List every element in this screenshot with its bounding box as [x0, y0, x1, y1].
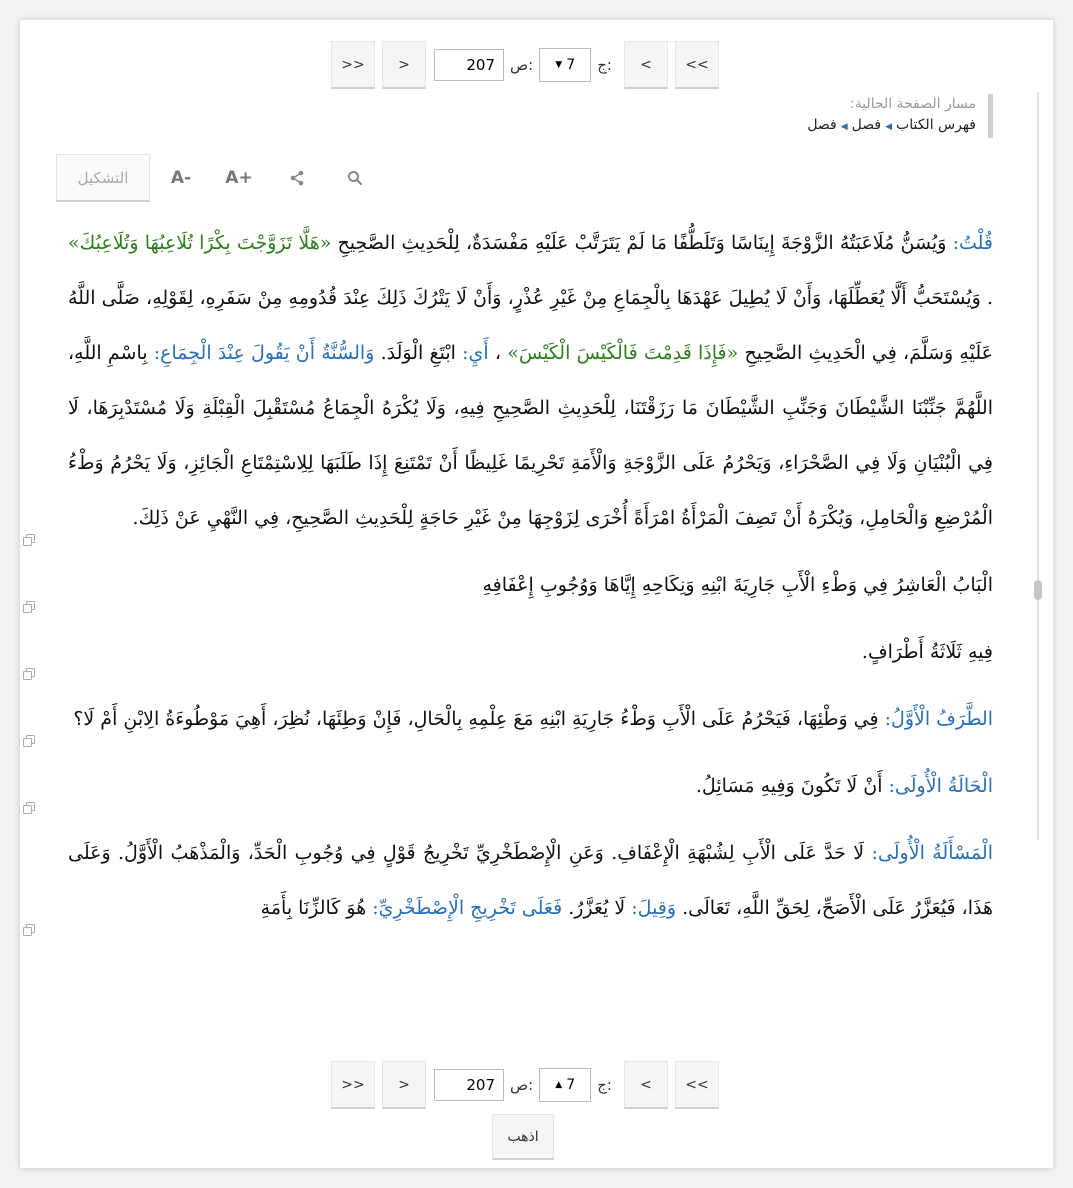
- breadcrumb-item[interactable]: فصل: [851, 117, 882, 133]
- next-page-button[interactable]: >: [382, 41, 426, 89]
- copy-paragraph-button[interactable]: [22, 904, 36, 918]
- last-page-button[interactable]: >>: [331, 41, 375, 89]
- volume-select[interactable]: [539, 48, 591, 82]
- text-span: لَا حَدَّ عَلَى الْأَبِ لِشُبْهَةِ الْإِعْفَافِ. وَعَنِ الْإِصْطَخْرِيِّ تَخْرِيجُ قَوْلٍ فِي وُجُوبِ الْحَدِّ، وَالْمَذْهَبُ الْأَوَّلُ. وَعَلَى هَذَا، فَيُعَزَّرُ عَلَى الْأَصَحِّ، لِحَقِّ اللَّهِ، تَعَالَى.: [68, 842, 993, 919]
- breadcrumb-item[interactable]: فصل: [807, 117, 837, 133]
- first-page-button[interactable]: <<: [675, 41, 719, 89]
- copy-paragraph-button[interactable]: [22, 581, 36, 595]
- copy-paragraph-button[interactable]: [22, 782, 36, 796]
- text-paragraph: [68, 692, 993, 747]
- font-increase-button[interactable]: A+: [225, 168, 253, 188]
- copy-paragraph-button[interactable]: [22, 648, 36, 662]
- chevron-down-icon: ▼: [555, 60, 563, 70]
- text-span: أَنْ لَا تَكُونَ وَفِيهِ مَسَائِلُ.: [695, 775, 889, 797]
- copy-icon: [22, 600, 36, 614]
- first-page-button[interactable]: <<: [675, 1061, 719, 1109]
- search-button[interactable]: [326, 154, 384, 202]
- page-label: ص:: [510, 1076, 534, 1094]
- volume-select[interactable]: [539, 1068, 591, 1102]
- breadcrumb-path: [807, 114, 976, 138]
- copy-icon: [22, 734, 36, 748]
- share-button[interactable]: [268, 154, 326, 202]
- reader-toolbar: [56, 154, 384, 202]
- chevron-left-icon: ◀: [840, 122, 848, 132]
- go-button[interactable]: اذهب: [492, 1114, 554, 1160]
- term-highlight: وَالسُّنَّةُ أَنْ يَقُولَ عِنْدَ الْجِمَاعِ:: [153, 342, 375, 364]
- text-span: فِي وَطْئِهَا، فَيَحْرُمُ عَلَى الْأَبِ وَطْءُ جَارِيَةِ ابْنِهِ مَعَ عِلْمِهِ بِالْحَالِ، فَإِنْ وَطِئَهَا، نُظِرَ، أَهِيَ مَوْطُوءَةُ الِابْنِ أَمْ لَا؟: [73, 708, 885, 730]
- text-paragraph: [68, 759, 993, 814]
- copy-paragraph-button[interactable]: [22, 715, 36, 729]
- search-icon: [347, 170, 363, 186]
- page-label: ص:: [510, 56, 534, 74]
- copy-paragraph-button[interactable]: [22, 514, 36, 528]
- copy-icon: [22, 533, 36, 547]
- scrollbar-thumb[interactable]: [1034, 580, 1042, 600]
- term-highlight: وَقِيلَ:: [631, 897, 677, 919]
- share-icon: [289, 170, 305, 186]
- volume-label: ج:: [597, 56, 612, 74]
- hadith-quote: «هَلَّا تَزَوَّجْتَ بِكْرًا تُلَاعِبُهَا وَتُلَاعِبُكَ»: [68, 232, 332, 254]
- text-span: ابْتَغِ الْوَلَدَ.: [374, 342, 463, 364]
- next-page-button[interactable]: >: [382, 1061, 426, 1109]
- text-span: لَا يُعَزَّرُ.: [562, 897, 632, 919]
- term-highlight: الطَّرَفُ الْأَوَّلُ:: [884, 708, 993, 730]
- chevron-left-icon: ◀: [885, 122, 893, 132]
- term-highlight: الْحَالَةُ الْأُولَى:: [888, 775, 993, 797]
- hadith-quote: «فَإِذَا قَدِمْتَ فَالْكَيْسَ الْكَيْسَ»: [507, 342, 739, 364]
- copy-icon: [22, 801, 36, 815]
- term-highlight: قُلْتُ:: [952, 232, 994, 254]
- font-decrease-button[interactable]: A-: [170, 168, 192, 188]
- bottom-pagination: [20, 1060, 1053, 1110]
- chapter-heading: الْبَابُ الْعَاشِرُ فِي وَطْءِ الْأَبِ جَارِيَةَ ابْنِهِ وَنِكَاحِهِ إِيَّاهَا وَوُجُوبِ إِعْفَافِهِ: [482, 574, 993, 596]
- breadcrumb: [807, 94, 993, 138]
- book-text: [68, 216, 993, 936]
- tashkeel-toggle-button[interactable]: التشكيل: [56, 154, 150, 202]
- scrollbar[interactable]: [1037, 92, 1039, 840]
- copy-icon: [22, 923, 36, 937]
- volume-value: 7: [566, 57, 576, 73]
- prev-page-button[interactable]: <: [624, 1061, 668, 1109]
- text-span: وَيُسَنُّ مُلَاعَبَتُهُ الزَّوْجَةَ إِينَاسًا وَتَلَطُّفًا مَا لَمْ يَتَرَتَّبْ عَلَيْهِ مَفْسَدَةٌ، لِلْحَدِيثِ الصَّحِيحِ: [331, 232, 953, 254]
- top-pagination: [20, 40, 1053, 90]
- page-card: [20, 20, 1053, 1168]
- text-span: بِاسْمِ اللَّهِ، اللَّهُمَّ جَنِّبْنَا الشَّيْطَانَ وَجَنِّبِ الشَّيْطَانَ مَا رَزَقْتَنَا، لِلْحَدِيثِ الصَّحِيحِ فِيهِ، وَلَا يُكْرَهُ الْجِمَاعُ مُسْتَقْبِلَ الْقِبْلَةِ وَلَا مُسْتَدْبِرَهَا، لَا فِي الْبُنْيَانِ وَلَا فِي الصَّحْرَاءِ، وَيَحْرُمُ عَلَى الزَّوْجَةِ وَالْأَمَةِ تَحْرِيمًا غَلِيظًا أَنْ تَمْتَنِعَ إِذَا طَلَبَهَا لِلِاسْتِمْتَاعِ الْجَائِزِ، وَلَا يَحْرُمُ وَطْءُ الْمُرْضِعِ وَالْحَامِلِ، وَيُكْرَهُ أَنْ تَصِفَ الْمَرْأَةُ امْرَأَةً أُخْرَى لِزَوْجِهَا مِنْ غَيْرِ حَاجَةٍ لِلْحَدِيثِ الصَّحِيحِ، فِي النَّهْيِ عَنْ ذَلِكَ.: [68, 342, 993, 529]
- text-paragraph: [68, 826, 993, 936]
- chevron-up-icon: ▲: [555, 1080, 563, 1090]
- volume-value: 7: [566, 1077, 576, 1093]
- text-paragraph: [68, 216, 993, 546]
- text-span: هُوَ كَالزِّنَا بِأَمَةِ: [260, 897, 373, 919]
- term-highlight: فَعَلَى تَخْرِيجِ الْإِصْطَخْرِيِّ:: [372, 897, 563, 919]
- text-paragraph: [68, 558, 993, 613]
- prev-page-button[interactable]: <: [624, 41, 668, 89]
- text-span: . وَيُسْتَحَبُّ أَلَّا يُعَطِّلَهَا، وَأَنْ لَا يُطِيلَ عَهْدَهَا بِالْجِمَاعِ مِنْ غَيْرِ عُذْرٍ، وَأَنْ لَا يَتْرُكَ ذَلِكَ عِنْدَ قُدُومِهِ مِنْ سَفَرِهِ، لِقَوْلِهِ، صَلَّى اللَّهُ عَلَيْهِ وَسَلَّمَ، فِي الْحَدِيثِ الصَّحِيحِ: [68, 287, 993, 364]
- last-page-button[interactable]: >>: [331, 1061, 375, 1109]
- term-highlight: الْمَسْأَلَةُ الْأُولَى:: [871, 842, 993, 864]
- text-paragraph: [68, 625, 993, 680]
- copy-icon: [22, 667, 36, 681]
- breadcrumb-item[interactable]: فهرس الكتاب: [896, 117, 976, 133]
- breadcrumb-title: مسار الصفحة الحالية:: [849, 96, 976, 112]
- page-number-input[interactable]: [434, 49, 504, 81]
- text-span: ،: [488, 342, 508, 364]
- text-span: فِيهِ ثَلَاثَةُ أَطْرَافٍ.: [861, 641, 993, 663]
- term-highlight: أَيِ:: [462, 342, 489, 364]
- page-number-input[interactable]: [434, 1069, 504, 1101]
- volume-label: ج:: [597, 1076, 612, 1094]
